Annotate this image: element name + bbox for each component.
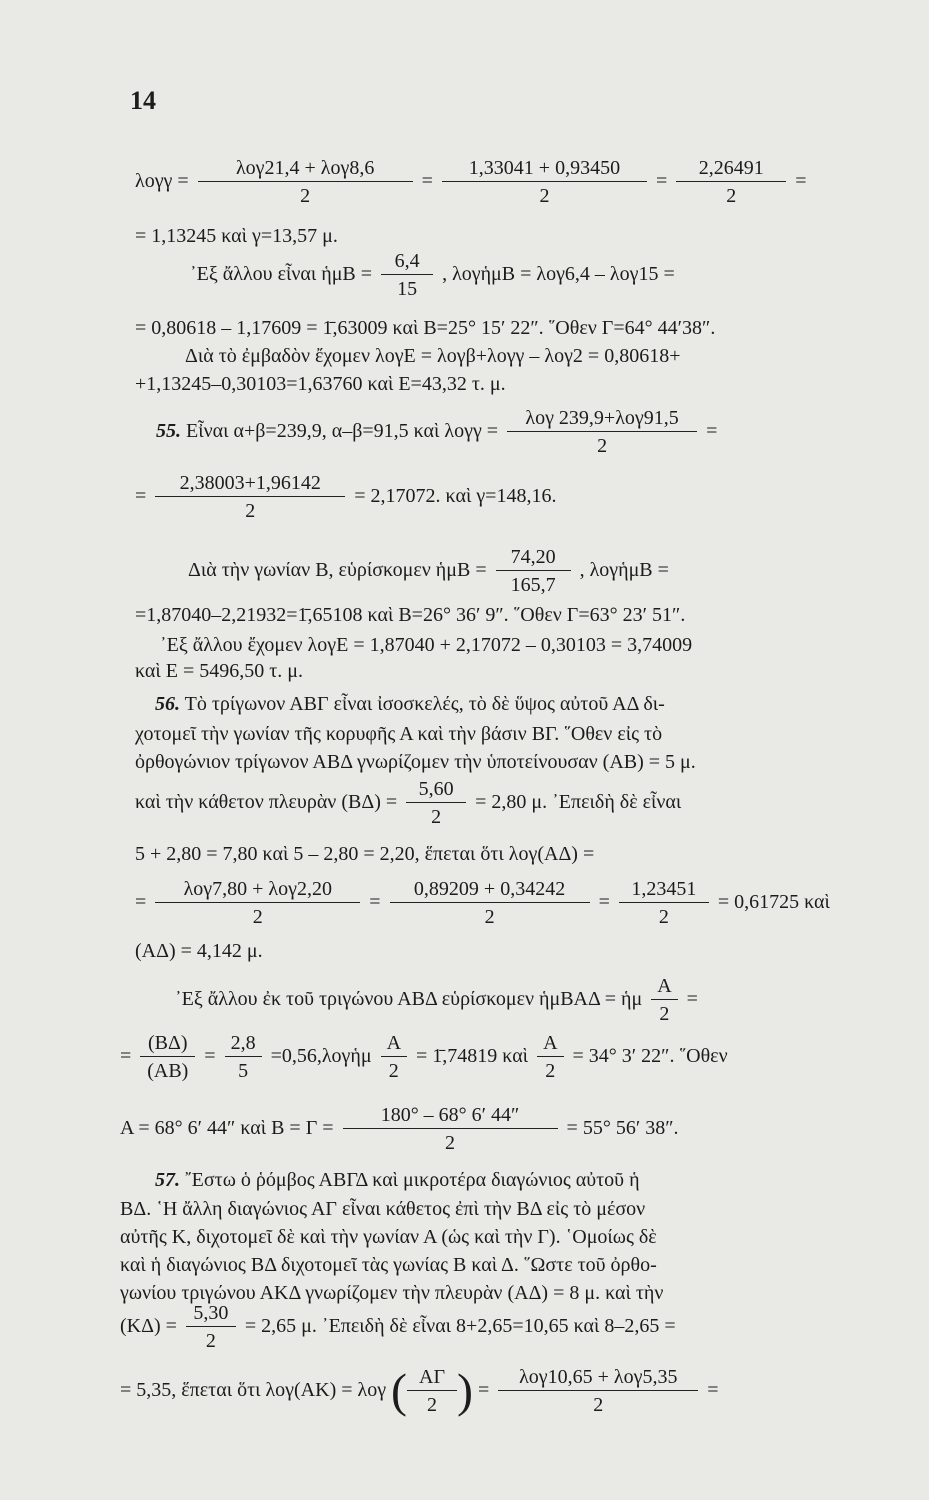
text-line-15: ὀρθογώνιον τρίγωνον ΑΒΔ γνωρίζομεν τὴν ὑποτείνουσαν (ΑΒ) = 5 μ.	[135, 751, 696, 773]
equation-line-18: = λογ7,80 + λογ2,20 2 = $\frac{0,89209 + 0,34242}{2}$ = $\frac{1,23451}{2}$ = 0,61725 καὶ	[135, 878, 830, 928]
equation-line-29: = 5,35, ἕπεται ὅτι λογ(ΑΚ) = λογ ( $\frac{A\Gamma}{2}$ ) = λογ10,65 + λογ5,35 2 =	[120, 1364, 719, 1418]
exercise-55: 55. Εἶναι α+β=239,9, α–β=91,5 καὶ λογγ = λογ 239,9+λογ91,5 2 =	[156, 407, 718, 457]
text-line-12: καὶ Ε = 5496,50 τ. μ.	[135, 660, 304, 682]
exercise-56: 56. Τὸ τρίγωνον ΑΒΓ εἶναι ἰσοσκελές, τὸ δὲ ὕψος αὐτοῦ ΑΔ δι-	[155, 693, 665, 715]
equation-line-21: = $\frac{(B\Delta)}{(AB)}$ = $\frac{2,8}{5}$ =0,56,λογἡμ $\frac{A}{2}$ = 1̄,74819 καὶ $\frac{A}{2}$ = 34° 3′ 22″. ῞Οθεν	[120, 1032, 728, 1082]
exercise-number: 56.	[155, 693, 180, 715]
text-line-26: καὶ ἡ διαγώνιος ΒΔ διχοτομεῖ τὰς γωνίας Β καὶ Δ. ῞Ωστε τοῦ ὀρθο-	[120, 1254, 657, 1276]
text-line-24: ΒΔ. ῾Η ἄλλη διαγώνιος ΑΓ εἶναι κάθετος ἐπὶ τὴν ΒΔ εἰς τὸ μέσον	[120, 1198, 646, 1220]
exercise-number: 55.	[156, 420, 181, 443]
equation-line-16: καὶ τὴν κάθετον πλευρὰν (ΒΔ) = $\frac{5,60}{2}$ = 2,80 μ. ᾿Επειδὴ δὲ εἶναι	[135, 778, 682, 828]
text-line-11: ᾿Εξ ἄλλου ἔχομεν λογΕ = 1,87040 + 2,17072 – 0,30103 = 3,74009	[160, 634, 693, 656]
equation-line-3: ᾿Εξ ἄλλου εἶναι ἡμΒ = $\frac{6,4}{15}$ , λογἡμΒ = λογ6,4 – λογ15 =	[190, 250, 675, 300]
exercise-number: 57.	[155, 1169, 180, 1191]
page-number: 14	[130, 86, 156, 115]
equation-line-28: (ΚΔ) = $\frac{5,30}{2}$ = 2,65 μ. ᾿Επειδὴ δὲ εἶναι 8+2,65=10,65 καὶ 8–2,65 =	[120, 1302, 676, 1352]
text-line-17: 5 + 2,80 = 7,80 καὶ 5 – 2,80 = 2,20, ἕπεται ὅτι λογ(ΑΔ) =	[135, 843, 595, 865]
text-line-25: αὐτῆς Κ, διχοτομεῖ δὲ καὶ τὴν γωνίαν Α (ὡς καὶ τὴν Γ). ῾Ομοίως δὲ	[120, 1226, 657, 1248]
text-line-19: (ΑΔ) = 4,142 μ.	[135, 940, 263, 962]
equation-line-20: ᾿Εξ ἄλλου ἐκ τοῦ τριγώνου ΑΒΔ εὑρίσκομεν ἡμΒΑΔ = ἡμ $\frac{A}{2}$ =	[175, 975, 698, 1025]
text-line-4: = 0,80618 – 1,17609 = 1̄,63009 καὶ Β=25° 15′ 22″. ῞Οθεν Γ=64° 44′38″.	[135, 317, 716, 339]
equation-line-22: Α = 68° 6′ 44″ καὶ Β = Γ = $\frac{180^\circ - 68^\circ 6' 44''}{2}$ = 55° 56′ 38″.	[120, 1104, 679, 1154]
text-line-10: =1,87040–2,21932=1̄,65108 καὶ Β=26° 36′ 9″. ῞Οθεν Γ=63° 23′ 51″.	[135, 604, 686, 626]
text-line-5: Διὰ τὸ ἐμβαδὸν ἔχομεν λογΕ = λογβ+λογγ – λογ2 = 0,80618+	[185, 345, 681, 367]
text-line-2: = 1,13245 καὶ γ=13,57 μ.	[135, 225, 338, 247]
equation-line-9: Διὰ τὴν γωνίαν Β, εὑρίσκομεν ἡμΒ = $\frac{74,20}{165,7}$ , λογἡμΒ =	[188, 546, 669, 596]
equation-line-1: λογγ = λογ21,4 + λογ8,6 2 = $\frac{1,33041 + 0,93450}{2}$ = $\frac{2,26491}{2}$ =	[135, 157, 807, 207]
exercise-57: 57. ῎Εστω ὁ ῥόμβος ΑΒΓΔ καὶ μικροτέρα διαγώνιος αὐτοῦ ἡ	[155, 1169, 640, 1191]
text-line-14: χοτομεῖ τὴν γωνίαν τῆς κορυφῆς Α καὶ τὴν βάσιν ΒΓ. ῞Οθεν εἰς τὸ	[135, 723, 663, 745]
text-line-27: γωνίου τριγώνου ΑΚΔ γνωρίζομεν τὴν πλευρὰν (ΑΔ) = 8 μ. καὶ τὴν	[120, 1282, 664, 1304]
equation-line-8: = $\frac{2,38003+1,96142}{2}$ = 2,17072. καὶ γ=148,16.	[135, 472, 557, 522]
text-line-6: +1,13245–0,30103=1,63760 καὶ Ε=43,32 τ. μ.	[135, 373, 506, 395]
